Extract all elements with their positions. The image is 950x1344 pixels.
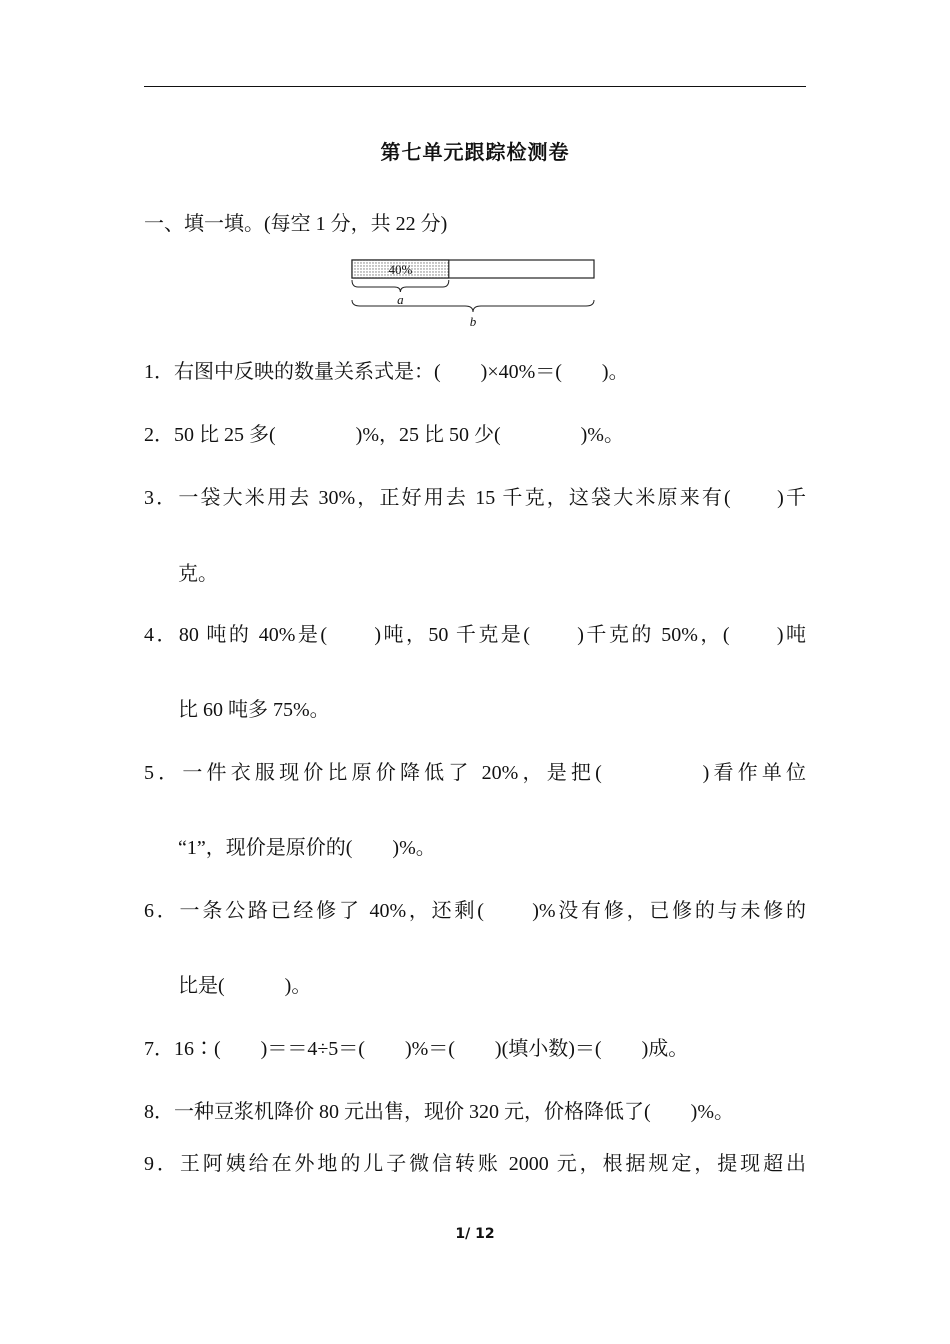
header-rule xyxy=(144,86,806,87)
question-6-line-2: 比是( )。 xyxy=(178,975,312,997)
question-8: 8．一种豆浆机降价 80 元出售，现价 320 元，价格降低了( )%。 xyxy=(144,1101,734,1123)
page-number: 1/ 12 xyxy=(455,1226,495,1242)
brace-a xyxy=(352,280,449,292)
bar-diagram xyxy=(348,256,600,332)
label-a: a xyxy=(397,292,404,307)
question-5-line-1: 5．一件衣服现价比原价降低了 20%，是把( )看作单位 xyxy=(144,762,806,784)
question-9-line-1: 9．王阿姨给在外地的儿子微信转账 2000 元，根据规定，提现超出 xyxy=(144,1153,806,1175)
question-7: 7．16∶( )＝＝4÷5＝( )%＝( )(填小数)＝( )成。 xyxy=(144,1038,689,1060)
question-4-line-2: 比 60 吨多 75%。 xyxy=(178,699,330,721)
question-6-line-1: 6．一条公路已经修了 40%，还剩( )%没有修，已修的与未修的 xyxy=(144,900,806,922)
brace-b xyxy=(352,300,594,312)
question-3-line-2: 克。 xyxy=(178,563,218,585)
question-3-line-1: 3．一袋大米用去 30%，正好用去 15 千克，这袋大米原来有( )千 xyxy=(144,487,806,509)
question-4-line-1: 4．80 吨的 40%是( )吨，50 千克是( )千克的 50%，( )吨 xyxy=(144,624,806,646)
section-heading: 一、填一填。(每空 1 分，共 22 分) xyxy=(144,213,448,235)
page-title: 第七单元跟踪检测卷 xyxy=(380,142,570,164)
percent-label: 40% xyxy=(388,262,413,277)
label-b: b xyxy=(469,314,477,329)
question-5-line-2: “1”，现价是原价的( )%。 xyxy=(178,837,436,859)
question-1: 1．右图中反映的数量关系式是：( )×40%＝( )。 xyxy=(144,361,629,383)
question-2: 2．50 比 25 多( )%，25 比 50 少( )%。 xyxy=(144,424,624,446)
